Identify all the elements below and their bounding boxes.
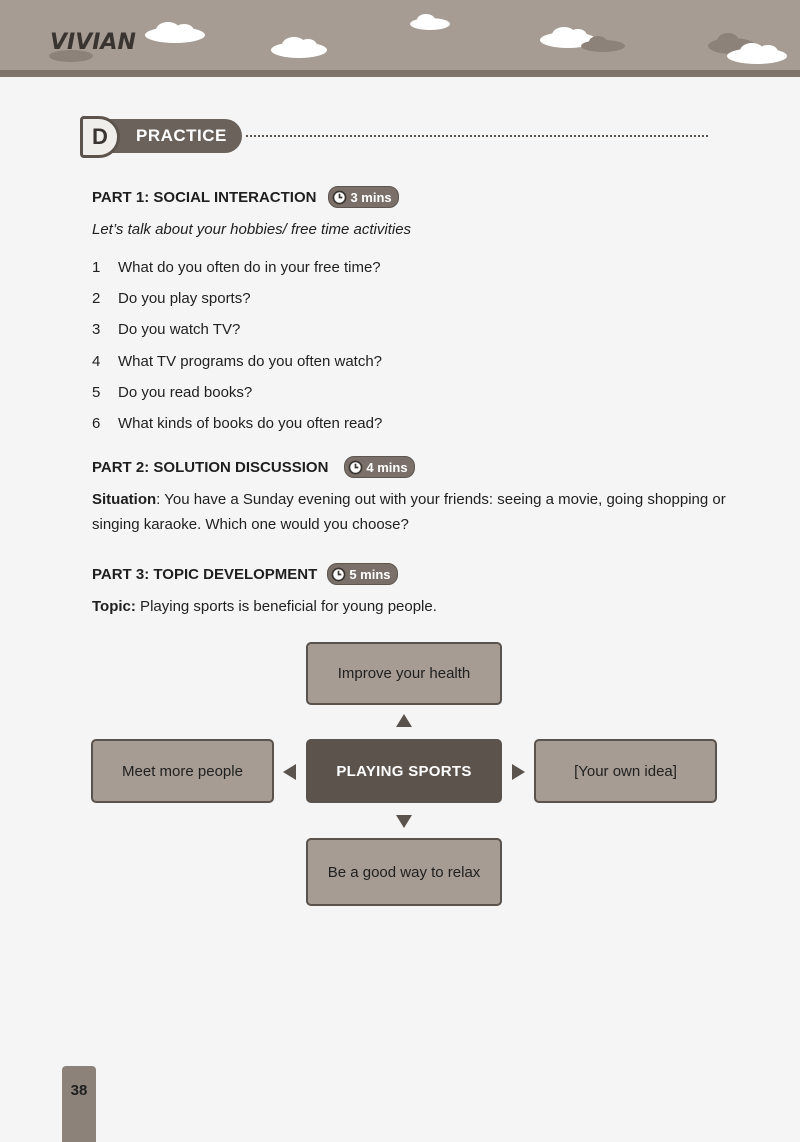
question-number: 3 [92,321,101,339]
clock-icon [331,567,346,582]
list-item [92,346,382,377]
question-number: 1 [92,259,101,277]
question-text: Do you watch TV? [118,321,241,339]
clock-icon [348,460,363,475]
divider [246,135,708,137]
situation-text: : You have a Sunday evening out with your friends: seeing a movie, going shopping or singing karaoke. Which one would you choose? [92,491,726,533]
question-number: 4 [92,352,101,370]
question-text: Do you read books? [118,383,253,401]
cloud-icon [724,42,790,66]
list-item [92,252,382,283]
section-letter-badge: D [80,116,120,158]
clock-icon [332,190,347,205]
section-header [80,116,720,160]
list-item [92,314,382,345]
part1-title: PART 1: SOCIAL INTERACTION [92,188,317,206]
page-tab [62,1066,96,1142]
time-badge [327,563,397,585]
question-number: 6 [92,415,101,433]
mindmap-top-box: Improve your health [306,642,502,705]
topic-text: Playing sports is beneficial for young people. [135,598,437,615]
cloud-icon [578,34,628,54]
logo: VIVIAN [50,30,136,55]
time-label: 3 mins [350,189,392,205]
time-label: 4 mins [366,459,408,475]
part2-heading [92,456,415,478]
arrow-up-icon [396,714,412,727]
mindmap-right-box: [Your own idea] [534,739,717,803]
part2-title: PART 2: SOLUTION DISCUSSION [92,458,329,476]
cloud-icon [408,12,452,32]
question-number: 5 [92,383,101,401]
question-text: What TV programs do you often watch? [118,352,383,370]
part3-heading [92,563,398,585]
list-item [92,377,382,408]
mindmap-bottom-box: Be a good way to relax [306,838,502,906]
time-label: 5 mins [349,566,391,582]
part2-situation [92,487,732,537]
time-badge [344,456,414,478]
mindmap-center-box: PLAYING SPORTS [306,739,502,803]
question-text: What do you often do in your free time? [118,259,381,277]
situation-label: Situation [92,491,157,508]
list-item [92,283,382,314]
topic-label: Topic: [92,598,136,615]
question-text: Do you play sports? [118,290,251,308]
question-number: 2 [92,290,101,308]
cloud-icon [140,20,210,46]
question-text: What kinds of books do you often read? [118,415,383,433]
section-title: PRACTICE [108,119,242,153]
part1-intro: Let’s talk about your hobbies/ free time activities [92,221,412,238]
part1-heading [92,186,399,208]
list-item [92,408,382,439]
question-list [92,252,382,439]
part3-title: PART 3: TOPIC DEVELOPMENT [92,565,318,583]
cloud-icon [268,36,330,60]
mindmap-left-box: Meet more people [91,739,274,803]
arrow-left-icon [283,764,296,780]
part3-topic [92,594,732,619]
arrow-down-icon [396,815,412,828]
time-badge [328,186,398,208]
page-number: 38 [70,1082,88,1099]
arrow-right-icon [512,764,525,780]
